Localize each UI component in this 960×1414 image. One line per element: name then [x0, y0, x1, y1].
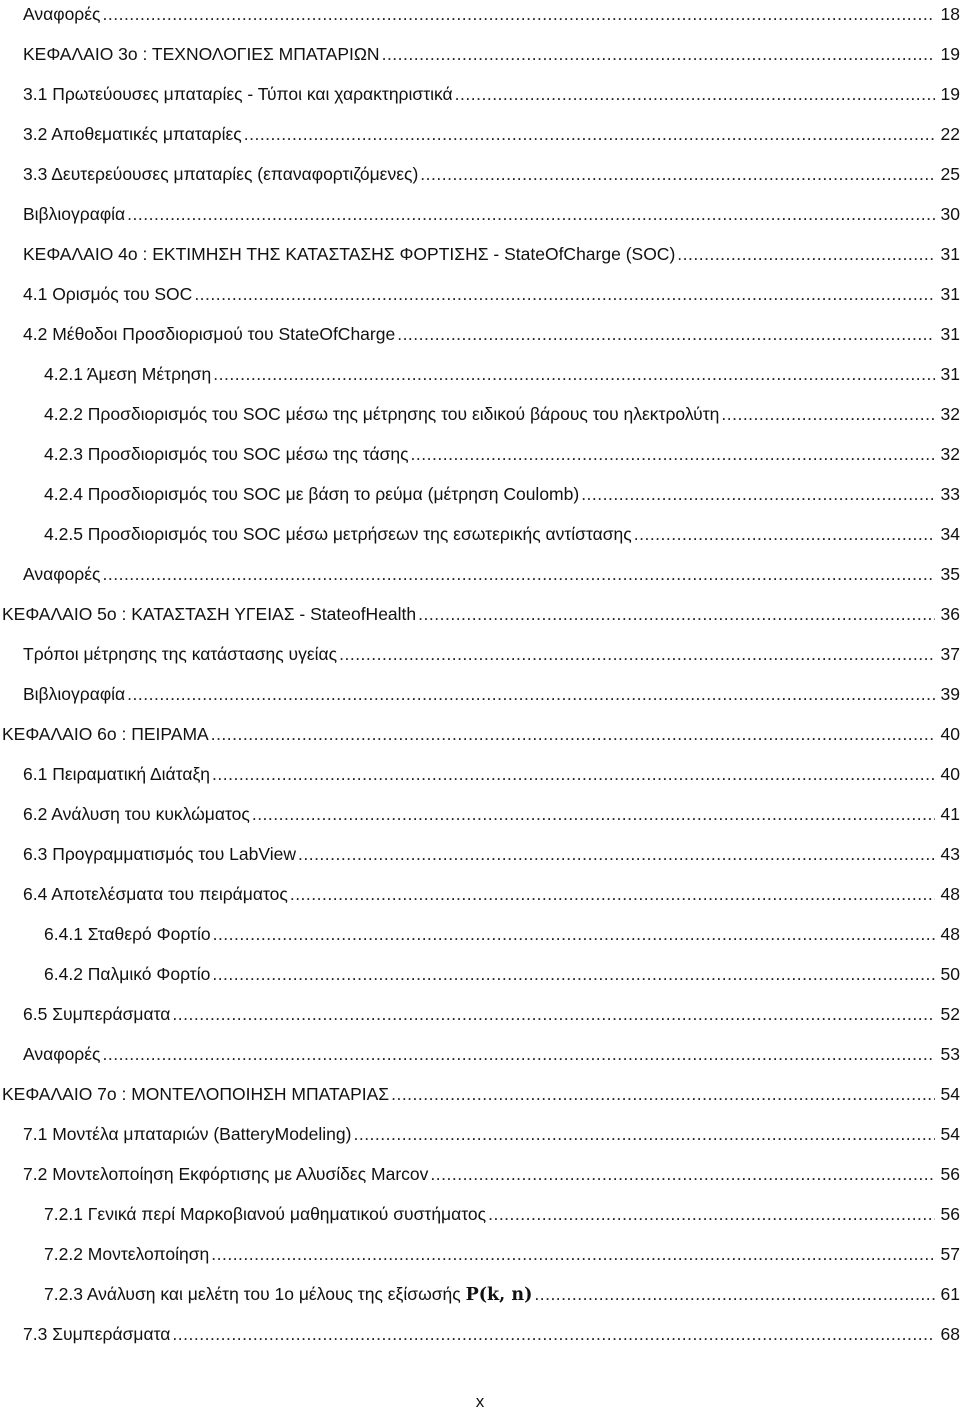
toc-entry-title: 6.5 Συμπεράσματα — [23, 1004, 171, 1024]
toc-entry[interactable] — [44, 440, 960, 468]
toc-entry[interactable] — [23, 160, 960, 188]
toc-entry-title: ΚΕΦΑΛΑΙΟ 4ο : ΕΚΤΙΜΗΣΗ ΤΗΣ ΚΑΤΑΣΤΑΣΗΣ ΦΟΡΤΙΣΗΣ - StateOfCharge (SOC) — [23, 244, 676, 264]
toc-entry-title: 3.1 Πρωτεύουσες μπαταρίες - Τύποι και χαρακτηριστικά — [23, 84, 453, 104]
toc-entry-page: 53 — [940, 1044, 960, 1064]
toc-entry-page: 36 — [940, 604, 960, 624]
toc-entry[interactable] — [44, 1200, 960, 1228]
toc-entry-page: 37 — [940, 644, 960, 664]
dot-leader — [397, 320, 934, 348]
toc-entry-title: 7.2.2 Μοντελοποίηση — [44, 1244, 210, 1264]
toc-entry-title: Τρόποι μέτρησης της κατάστασης υγείας — [23, 644, 338, 664]
toc-entry-page: 48 — [940, 924, 960, 944]
toc-entry[interactable] — [23, 1040, 960, 1068]
toc-entry[interactable] — [23, 1000, 960, 1028]
toc-entry-page: 43 — [940, 844, 960, 864]
toc-entry[interactable] — [23, 280, 960, 308]
toc-entry-page: 52 — [940, 1004, 960, 1024]
dot-leader — [418, 600, 934, 628]
dot-leader — [455, 80, 935, 108]
toc-entry-page: 68 — [940, 1324, 960, 1344]
dot-leader — [721, 400, 934, 428]
toc-entry-title: ΚΕΦΑΛΑΙΟ 6ο : ΠΕΙΡΑΜΑ — [2, 724, 209, 744]
toc-entry-page: 31 — [940, 244, 960, 264]
toc-entry-page: 31 — [940, 364, 960, 384]
toc-entry-page: 19 — [940, 84, 960, 104]
toc-entry[interactable] — [23, 1160, 960, 1188]
toc-entry-title: 4.2.2 Προσδιορισμός του SOC μέσω της μέτρησης του ειδικού βάρους του ηλεκτρολύτη — [44, 404, 720, 424]
toc-entry-page: 40 — [940, 724, 960, 744]
toc-entry-title: ΚΕΦΑΛΑΙΟ 3ο : ΤΕΧΝΟΛΟΓΙΕΣ ΜΠΑΤΑΡΙΩΝ — [23, 44, 380, 64]
toc-entry[interactable] — [23, 120, 960, 148]
toc-entry[interactable] — [2, 1080, 960, 1108]
toc-entry[interactable] — [23, 880, 960, 908]
toc-entry-page: 40 — [940, 764, 960, 784]
dot-leader — [103, 0, 935, 28]
toc-entry[interactable] — [23, 1320, 960, 1348]
toc-entry[interactable] — [23, 200, 960, 228]
toc-entry-title: 7.1 Μοντέλα μπαταριών (BatteryModeling) — [23, 1124, 352, 1144]
toc-entry-page: 22 — [940, 124, 960, 144]
toc-entry[interactable] — [23, 320, 960, 348]
toc-entry-page: 48 — [940, 884, 960, 904]
toc-entry-page: 18 — [940, 4, 960, 24]
dot-leader — [382, 40, 935, 68]
toc-entry-page: 33 — [940, 484, 960, 504]
dot-leader — [127, 680, 934, 708]
toc-entry[interactable] — [23, 1120, 960, 1148]
dot-leader — [213, 360, 934, 388]
dot-leader — [634, 520, 935, 548]
dot-leader — [339, 640, 934, 668]
toc-entry-title: ΚΕΦΑΛΑΙΟ 7ο : ΜΟΝΤΕΛΟΠΟΙΗΣΗ ΜΠΑΤΑΡΙΑΣ — [2, 1084, 390, 1104]
dot-leader — [213, 920, 935, 948]
dot-leader — [488, 1200, 934, 1228]
toc-entry[interactable] — [23, 80, 960, 108]
toc-entry-title — [44, 1280, 534, 1308]
dot-leader — [103, 560, 935, 588]
toc-entry-title: Βιβλιογραφία — [23, 684, 126, 704]
toc-entry-title: 6.3 Προγραμματισμός του LabView — [23, 844, 296, 864]
toc-entry-page: 61 — [940, 1284, 960, 1304]
toc-entry-page: 32 — [940, 444, 960, 464]
toc-entry-page: 54 — [940, 1124, 960, 1144]
toc-entry[interactable] — [23, 240, 960, 268]
dot-leader — [244, 120, 935, 148]
toc-entry[interactable] — [2, 720, 960, 748]
toc-entry-title: Βιβλιογραφία — [23, 204, 126, 224]
dot-leader — [211, 720, 935, 748]
toc-entry[interactable] — [44, 520, 960, 548]
dot-leader — [212, 960, 934, 988]
toc-entry[interactable] — [23, 840, 960, 868]
toc-entry[interactable] — [23, 560, 960, 588]
toc-entry[interactable] — [23, 640, 960, 668]
toc-entry-title: 4.2.1 Άμεση Μέτρηση — [44, 364, 212, 384]
dot-leader — [353, 1120, 934, 1148]
toc-entry[interactable] — [44, 480, 960, 508]
toc-entry-page: 32 — [940, 404, 960, 424]
dot-leader — [581, 480, 934, 508]
toc-entry[interactable] — [23, 40, 960, 68]
toc-entry-page: 56 — [940, 1204, 960, 1224]
dot-leader — [212, 760, 935, 788]
toc-entry-title: Αναφορές — [23, 4, 101, 24]
toc-entry-page: 31 — [940, 284, 960, 304]
toc-entry-title: 4.1 Ορισμός του SOC — [23, 284, 193, 304]
dot-leader — [391, 1080, 934, 1108]
toc-entry-title: Αναφορές — [23, 1044, 101, 1064]
toc-entry[interactable] — [23, 0, 960, 28]
toc-entry-page: 57 — [940, 1244, 960, 1264]
dot-leader — [252, 800, 935, 828]
toc-entry-title-text: 7.2.3 Ανάλυση και μελέτη του 1ο μέλους της εξίσωσής — [44, 1284, 461, 1304]
toc-entry-title: 6.2 Ανάλυση του κυκλώματος — [23, 804, 250, 824]
toc-entry-page: 34 — [940, 524, 960, 544]
dot-leader — [420, 160, 934, 188]
toc-entry[interactable] — [44, 1240, 960, 1268]
toc-entry[interactable] — [44, 360, 960, 388]
toc-entry-title: 3.3 Δευτερεύουσες μπαταρίες (επαναφορτιζόμενες) — [23, 164, 419, 184]
toc-entry-title: 6.4.2 Παλμικό Φορτίο — [44, 964, 211, 984]
toc-entry-page: 39 — [940, 684, 960, 704]
dot-leader — [290, 880, 935, 908]
toc-entry-title: 3.2 Αποθεματικές μπαταρίες — [23, 124, 242, 144]
toc-entry[interactable] — [23, 680, 960, 708]
dot-leader — [211, 1240, 934, 1268]
dot-leader — [411, 440, 935, 468]
dot-leader — [298, 840, 935, 868]
toc-entry[interactable] — [2, 600, 960, 628]
dot-leader — [172, 1000, 934, 1028]
page-number: x — [475, 1392, 485, 1411]
toc-entry[interactable] — [44, 1280, 960, 1308]
dot-leader — [172, 1320, 934, 1348]
toc-entry-title: 6.1 Πειραματική Διάταξη — [23, 764, 211, 784]
toc-entry[interactable] — [23, 800, 960, 828]
dot-leader — [127, 200, 934, 228]
toc-entry[interactable] — [23, 760, 960, 788]
toc-entry-page: 54 — [940, 1084, 960, 1104]
toc-entry-title: ΚΕΦΑΛΑΙΟ 5ο : ΚΑΤΑΣΤΑΣΗ ΥΓΕΙΑΣ - StateofHealth — [2, 604, 417, 624]
toc-entry-title: 7.3 Συμπεράσματα — [23, 1324, 171, 1344]
toc-entry-title: 4.2.4 Προσδιορισμός του SOC με βάση το ρεύμα (μέτρηση Coulomb) — [44, 484, 580, 504]
toc-entry-title: 6.4.1 Σταθερό Φορτίο — [44, 924, 211, 944]
toc-entry[interactable] — [44, 920, 960, 948]
dot-leader — [677, 240, 934, 268]
toc-entry[interactable] — [44, 400, 960, 428]
formula: P(k, n) — [465, 1285, 533, 1305]
toc-entry-page: 25 — [940, 164, 960, 184]
dot-leader — [430, 1160, 934, 1188]
toc-entry-page: 19 — [940, 44, 960, 64]
toc-entry-title: 4.2.3 Προσδιορισμός του SOC μέσω της τάσης — [44, 444, 409, 464]
toc-entry-title: 4.2 Μέθοδοι Προσδιορισμού του StateOfCharge — [23, 324, 396, 344]
toc-entry-page: 56 — [940, 1164, 960, 1184]
toc-entry-title: 7.2.1 Γενικά περί Μαρκοβιανού μαθηματικού συστήματος — [44, 1204, 487, 1224]
toc-entry-page: 50 — [940, 964, 960, 984]
toc-entry-page: 41 — [940, 804, 960, 824]
toc-entry-title: 7.2 Μοντελοποίηση Εκφόρτισης με Αλυσίδες Marcov — [23, 1164, 429, 1184]
toc-entry-page: 30 — [940, 204, 960, 224]
toc-entry-page: 35 — [940, 564, 960, 584]
toc-entry-page: 31 — [940, 324, 960, 344]
dot-leader — [534, 1280, 934, 1308]
toc-entry-title: Αναφορές — [23, 564, 101, 584]
toc-entry[interactable] — [44, 960, 960, 988]
dot-leader — [103, 1040, 935, 1068]
dot-leader — [194, 280, 934, 308]
toc-entry-title: 6.4 Αποτελέσματα του πειράματος — [23, 884, 288, 904]
toc-entry-title: 4.2.5 Προσδιορισμός του SOC μέσω μετρήσεων της εσωτερικής αντίστασης — [44, 524, 632, 544]
